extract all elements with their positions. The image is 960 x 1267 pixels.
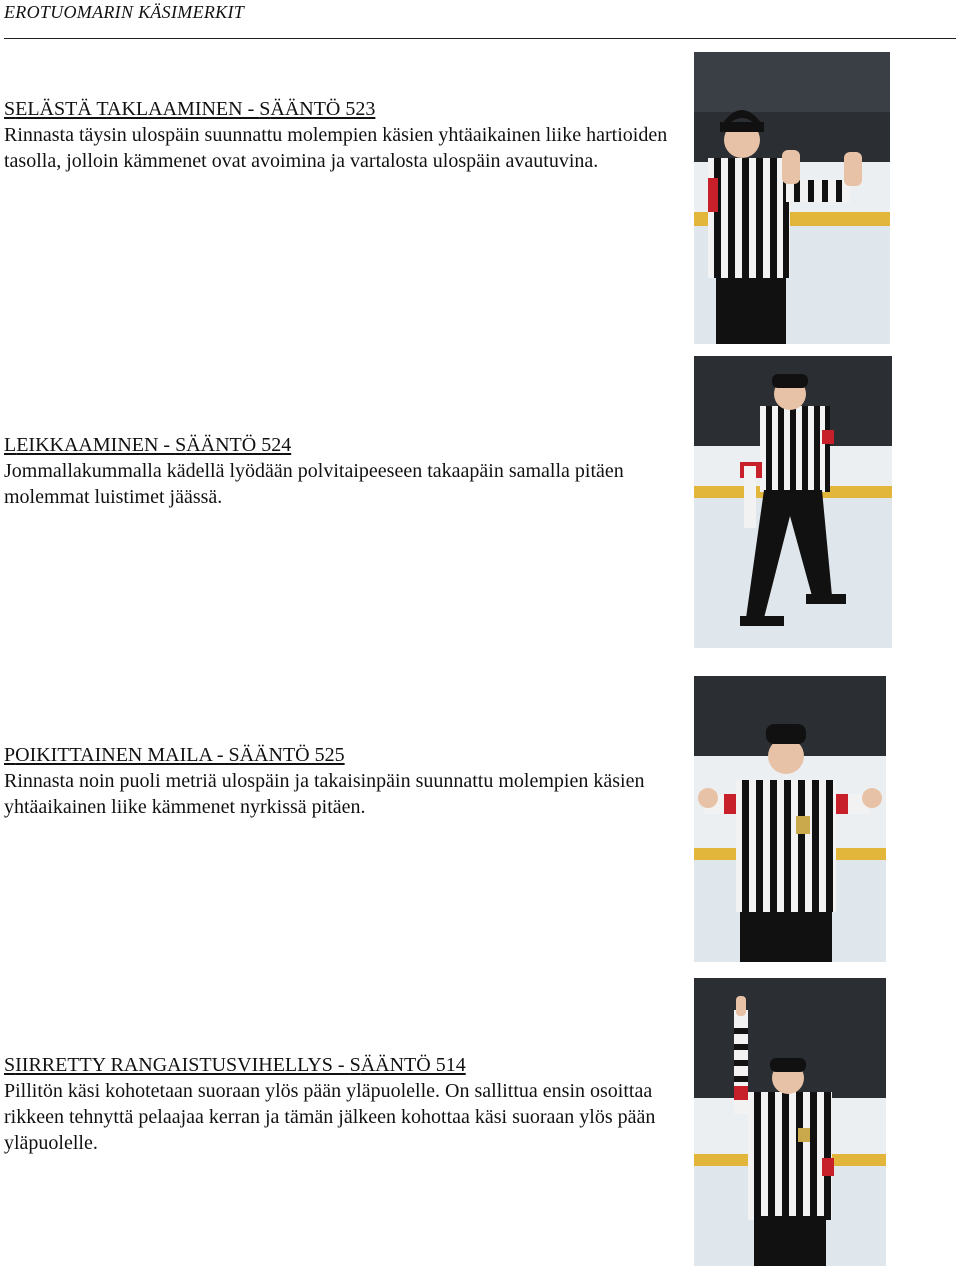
signal-description-4: Pillitön käsi kohotetaan suoraan ylös pään yläpuolelle. On sallittua ensin osoittaa rikkeen tehnyttä pelaajaa kerran ja tämän jälkeen kohottaa käsi suoraan ylös pään yläpuolelle. [4, 1080, 656, 1154]
referee-photo-2 [694, 356, 892, 648]
signal-title-4: SIIRRETTY RANGAISTUSVIHELLYS - SÄÄNTÖ 514 [4, 1054, 466, 1076]
referee-photo-1 [694, 52, 890, 344]
signal-section-2 [4, 432, 676, 510]
signal-section-3 [4, 742, 676, 820]
signal-section-1 [4, 96, 676, 174]
referee-photo-icon [694, 356, 892, 648]
signal-description-2: Jommallakummalla kädellä lyödään polvitaipeeseen takaapäin samalla pitäen molemmat luistimet jäässä. [4, 460, 624, 508]
signal-description-1: Rinnasta täysin ulospäin suunnattu molempien käsien yhtäaikainen liike hartioiden tasolla, jolloin kämmenet ovat avoimina ja vartalosta ulospäin avautuvina. [4, 124, 668, 172]
header-divider [4, 38, 956, 39]
referee-photo-icon [694, 676, 886, 962]
signal-title-2: LEIKKAAMINEN - SÄÄNTÖ 524 [4, 434, 292, 456]
signal-description-3: Rinnasta noin puoli metriä ulospäin ja takaisinpäin suunnattu molempien käsien yhtäaikainen liike kämmenet nyrkissä pitäen. [4, 770, 645, 818]
signal-section-4 [4, 1052, 676, 1156]
referee-photo-4 [694, 978, 886, 1266]
signal-title-1: SELÄSTÄ TAKLAAMINEN - SÄÄNTÖ 523 [4, 98, 376, 120]
referee-photo-icon [694, 978, 886, 1266]
page-header-title: EROTUOMARIN KÄSIMERKIT [4, 2, 245, 22]
referee-photo-3 [694, 676, 886, 962]
signal-title-3: POIKITTAINEN MAILA - SÄÄNTÖ 525 [4, 744, 345, 766]
referee-photo-icon [694, 52, 890, 344]
